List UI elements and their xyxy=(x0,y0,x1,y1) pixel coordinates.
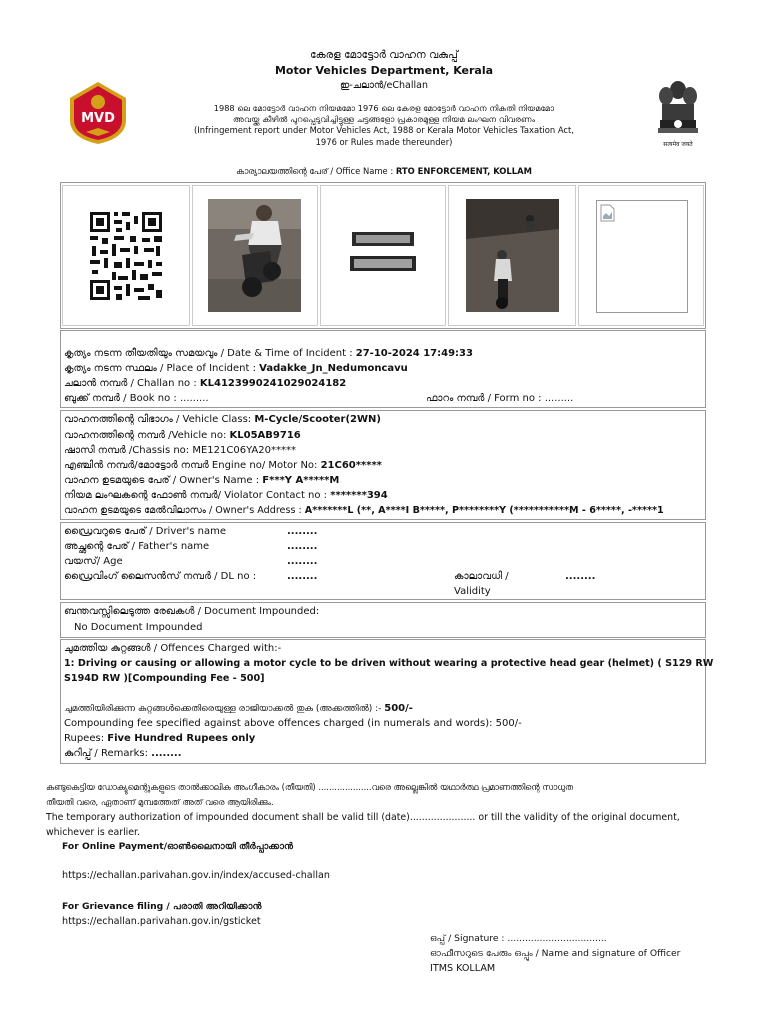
driver-name-value: ........ xyxy=(287,526,318,537)
number-plate-crops xyxy=(350,232,418,272)
act-en-line2: 1976 or Rules made thereunder) xyxy=(315,136,453,147)
offence-line1: 1: Driving or causing or allowing a motor cycle to be driven without wearing a protective head gear (helmet) ( S129 RW xyxy=(64,658,714,669)
father-name-label: അച്ഛന്റെ പേര് / Father's name xyxy=(64,541,210,552)
age-value: ........ xyxy=(287,556,318,567)
grievance-url[interactable]: https://echallan.parivahan.gov.in/gsticket xyxy=(62,916,261,927)
online-payment-label: For Online Payment/ഓൺലൈനായി തീർപ്പാക്കാൻ xyxy=(62,841,294,852)
owner-label: വാഹന ഉടമയുടെ പേര് / Owner's Name : xyxy=(64,475,263,486)
mvd-logo xyxy=(66,80,130,146)
age-label: വയസ്/ Age xyxy=(64,556,123,567)
validity-label-ml: കാലാവധി / xyxy=(454,571,509,582)
form-number: ഫാറം നമ്പർ / Form no : ......... xyxy=(426,393,574,404)
rider-photo xyxy=(208,199,301,312)
national-emblem xyxy=(654,78,702,148)
owner-value: F***Y A*****M xyxy=(262,475,340,486)
vehicle-class-value: M-Cycle/Scooter(2WN) xyxy=(254,414,381,425)
rupees-value: Five Hundred Rupees only xyxy=(107,733,256,744)
violator-contact xyxy=(64,488,388,504)
echallan-title: ഇ-ചലാൻ/eChallan xyxy=(340,80,428,91)
place-value: Vadakke_Jn_Nedumoncavu xyxy=(259,363,408,374)
engine-number xyxy=(64,458,382,474)
remarks-value: ........ xyxy=(151,748,182,759)
officer-name-signature: ഓഫീസറുടെ പേരും ഒപ്പും / Name and signature of Officer xyxy=(430,948,681,959)
contact-label: നിയമ ലംഘകന്റെ ഫോൺ നമ്പർ/ Violator Contact no : xyxy=(64,490,331,501)
department-en: Motor Vehicles Department, Kerala xyxy=(274,64,494,77)
grievance-label: For Grievance filing / പരാതി അറിയിക്കാൻ xyxy=(62,901,262,912)
qr-code-icon xyxy=(88,210,164,302)
datetime-value: 27-10-2024 17:49:33 xyxy=(355,348,473,359)
offence-line2: S194D RW )[Compounding Fee - 500] xyxy=(64,673,265,684)
office-itms: ITMS KOLLAM xyxy=(430,963,496,974)
datetime-label: കൃത്യം നടന്ന തീയതിയും സമയവും / Date & Time of Incident : xyxy=(64,348,356,359)
fee-ml-value: 500/- xyxy=(384,703,413,714)
emblem-motto: सत्यमेव जयते xyxy=(663,141,693,148)
vehicle-number-label: വാഹനത്തിന്റെ നമ്പർ /Vehicle no: xyxy=(64,430,230,441)
challan-label: ചലാൻ നമ്പർ / Challan no : xyxy=(64,378,200,389)
dl-label: ഡ്രൈവിംഗ് ലൈസൻസ് നമ്പർ / DL no : xyxy=(64,571,257,582)
temp-authorization-en-1: The temporary authorization of impounded document shall be valid till (date)...................... or till the validity of the original document, xyxy=(46,812,680,823)
mvd-logo-text: MVD xyxy=(81,111,115,126)
book-number: ബുക്ക് നമ്പർ / Book no : ......... xyxy=(64,393,209,404)
challan-value: KL4123990241029024182 xyxy=(199,378,347,389)
driver-name-label: ഡ്രൈവറുടെ പേര് / Driver's name xyxy=(64,526,227,537)
incident-place xyxy=(64,361,408,377)
engine-label: എഞ്ചിൻ നമ്പർ/മോട്ടോർ നമ്പർ Engine no/ Motor No: xyxy=(64,460,321,471)
challan-number xyxy=(64,376,346,392)
owner-name xyxy=(64,473,339,489)
father-name-value: ........ xyxy=(287,541,318,552)
address-value: A*******L (**, A****I B*****, P********Y (***********M - 6*****, -*****1 xyxy=(304,505,664,516)
incident-datetime xyxy=(64,346,473,362)
engine-value: 21C60***** xyxy=(320,460,382,471)
office-label: കാര്യാലയത്തിന്റെ പേര് / Office Name : xyxy=(236,166,396,176)
department-ml: കേരള മോട്ടോർ വാഹന വകുപ്പ് xyxy=(310,49,458,61)
rupees xyxy=(64,731,255,747)
offences-label: ചുമത്തിയ കുറ്റങ്ങൾ / Offences Charged with:- xyxy=(64,643,282,654)
rupees-label: Rupees: xyxy=(64,733,108,744)
office-value: RTO ENFORCEMENT, KOLLAM xyxy=(395,166,532,176)
vehicle-class-label: വാഹനത്തിന്റെ വിഭാഗം / Vehicle Class: xyxy=(64,414,255,425)
fee-ml-label: ചുമത്തിയിരിക്കുന്ന കുറ്റങ്ങൾക്കെതിരെയുള്ള രാജിയാക്കൽ തുക (അക്കത്തിൽ) :- xyxy=(64,704,385,714)
chassis-number: ഷാസി നമ്പർ /Chassis no: ME121C06YA20***** xyxy=(64,445,296,456)
contact-value: *******394 xyxy=(330,490,388,501)
act-ml-line1: 1988 ലെ മോട്ടോർ വാഹന നിയമമോ 1976 ലെ കേരള മോട്ടോർ വാഹന നികുതി നിയമമോ xyxy=(213,103,555,113)
place-label: കൃത്യം നടന്ന സ്ഥലം / Place of Incident : xyxy=(64,363,260,374)
broken-image-icon xyxy=(596,200,688,313)
vehicle-number xyxy=(64,428,301,444)
temp-authorization-ml-2: തീയതി വരെ, ഏതാണ് മുമ്പത്തേത് അത് വരെ ആയിരിക്കും. xyxy=(46,797,274,807)
vehicle-number-value: KL05AB9716 xyxy=(229,430,301,441)
validity-label-en: Validity xyxy=(454,586,491,597)
signature-line: ഒപ്പ് / Signature : .................................. xyxy=(430,933,607,944)
document-impounded-label: ബന്തവസ്സിലെടുത്ത രേഖകൾ / Document Impounded: xyxy=(64,606,320,617)
act-en-line1: (Infringement report under Motor Vehicles Act, 1988 or Kerala Motor Vehicles Taxation Act, xyxy=(194,125,574,135)
owner-address xyxy=(64,503,664,519)
online-payment-url[interactable]: https://echallan.parivahan.gov.in/index/accused-challan xyxy=(62,870,330,881)
act-ml-line2: അവയ്ക്കു കീഴിൽ പുറപ്പെടുവിച്ചിട്ടുള്ള ചട്ടങ്ങളോ പ്രകാരമുള്ള നിയമ ലംഘന വിവരണം xyxy=(232,114,536,124)
temp-authorization-en-2: whichever is earlier. xyxy=(46,827,141,838)
traffic-camera-photo xyxy=(466,199,559,312)
page-header xyxy=(150,48,618,148)
dl-value: ........ xyxy=(287,571,318,582)
temp-authorization-ml-1: കണ്ടുകെട്ടിയ ഡോക്യുമെന്റുകളുടെ താൽക്കാലിക അംഗീകാരം (തീയതി) ....................വരെ അല്ലെങ്കിൽ യഥാർത്ഥ പ്രമാണത്തിന്റെ സാധുത xyxy=(46,782,573,792)
office-name xyxy=(150,166,618,177)
vehicle-class xyxy=(64,412,381,428)
remarks-label: കുറിപ്പ് / Remarks: xyxy=(64,748,152,759)
document-impounded-value: No Document Impounded xyxy=(74,622,203,633)
fee-en: Compounding fee specified against above offences charged (in numerals and words): 500/- xyxy=(64,718,522,729)
address-label: വാഹന ഉടമയുടെ മേൽവിലാസം / Owner's Address : xyxy=(64,505,305,516)
remarks xyxy=(64,746,182,762)
validity-value: ........ xyxy=(565,571,596,582)
